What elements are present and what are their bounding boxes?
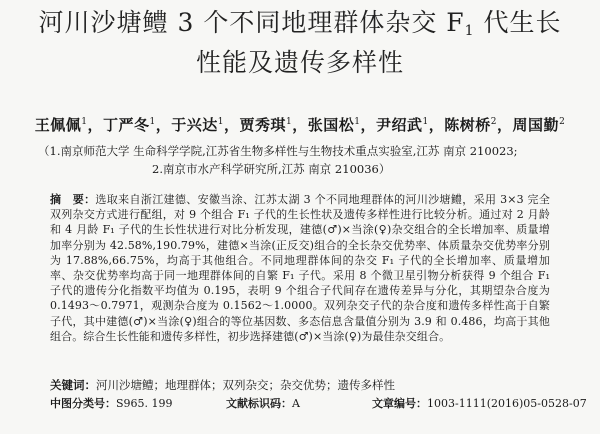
author-name: 王佩佩 bbox=[34, 116, 82, 134]
author-affiliation-mark: 1 bbox=[217, 117, 224, 127]
author-name: 贾秀琪 bbox=[239, 116, 286, 134]
abstract-text: 选取来自浙江建德、安徽当涂、江苏太湖 3 个不同地理群体的河川沙塘鳢，采用 3×3 完全双列杂交方式进行配组，对 9 个组合 F₁ 子代的生长性状及遗传多样性进行比较分析。通过对 2 月龄和 4 月龄 F₁ 子代的生长性状进行对比分析发现，建德(♂)×当涂(♀)杂交组合的全长增加率、质量增加率分别为 42.58%,190.79%，建德×当涂(正反交)组合的全长杂交优势率、体质量杂交优势率分别为 17.88%,66.75%，均高于其他组合。不同地理群体间的杂交 F₁ 子代的全长增加率、质量增加率、杂交优势率均高于同一地理群体间的自繁 F₁ 子代。采用 8 个微卫星引物分析获得 9 个组合 F₁ 子代的遗传分化指数平均值为 0.195，表明 9 个组合子代间存在遗传差异与分化，其期望杂合度为 0.1493～0.7971，观测杂合度为 0.1562～1.0000。双列杂交子代的杂合度和遗传多样性高于自繁子代，其中建德(♂)×当涂(♀)组合的等位基因数、多态信息含量值分别为 3.9 和 0.486，均高于其他组合。综合生长性能和遗传多样性，初步选择建德(♂)×当涂(♀)为最佳杂交组合。 bbox=[50, 193, 550, 343]
article-number bbox=[372, 396, 587, 412]
keywords-label: 关键词： bbox=[50, 378, 96, 392]
author-affiliation-mark: 2 bbox=[490, 117, 498, 127]
title-text-suffix: 代生长 bbox=[474, 8, 562, 37]
author-affiliation-mark: 1 bbox=[81, 117, 88, 127]
author-list: 王佩佩$^1$，丁严冬$^1$，于兴达$^1$，贾秀琪$^1$，张国松$^1$，尹绍武$^1$，陈树桥$^2$，周国勤$^2$ bbox=[34, 116, 566, 134]
article-number-value: 1003-1111(2016)05-0528-07 bbox=[427, 397, 587, 410]
clc-label: 中图分类号： bbox=[50, 397, 116, 410]
author-affiliation-mark: 1 bbox=[422, 117, 429, 127]
keywords bbox=[50, 377, 560, 393]
author-affiliation-mark: 1 bbox=[286, 117, 293, 127]
clc-value: S965. 199 bbox=[116, 397, 173, 410]
author-affiliation-mark: 1 bbox=[149, 117, 156, 127]
paper-title-line-1 bbox=[0, 8, 600, 46]
author-name: 周国勤 bbox=[512, 116, 560, 134]
affiliation-1: （1.南京师范大学 生命科学学院,江苏省生物多样性与生物技术重点实验室,江苏 南京 210023; bbox=[38, 144, 518, 158]
author-name: 陈树桥 bbox=[444, 116, 491, 134]
article-number-label: 文章编号： bbox=[372, 397, 427, 410]
keywords-text: 河川沙塘鳢；地理群体；双列杂交；杂交优势；遗传多样性 bbox=[96, 378, 395, 392]
author-name: 于兴达 bbox=[171, 116, 218, 134]
author-name: 尹绍武 bbox=[376, 116, 423, 134]
author-name: 丁严冬 bbox=[102, 116, 150, 134]
title-text-prefix: 河川沙塘鳢 3 个不同地理群体杂交 F bbox=[38, 8, 465, 37]
author-name: 张国松 bbox=[307, 116, 355, 134]
author-affiliation-mark: 1 bbox=[354, 117, 361, 127]
author-affiliation-mark: 2 bbox=[559, 117, 566, 127]
title-subscript: 1 bbox=[464, 23, 475, 39]
paper-title-line-2: 性能及遗传多样性 bbox=[195, 48, 404, 77]
document-code bbox=[226, 396, 300, 412]
abstract bbox=[50, 192, 550, 344]
abstract-label: 摘 要： bbox=[50, 193, 96, 206]
document-code-value: A bbox=[292, 397, 300, 410]
document-code-label: 文献标识码： bbox=[226, 397, 292, 410]
affiliation-2: 2.南京市水产科学研究所,江苏 南京 210036） bbox=[152, 162, 391, 176]
clc-number bbox=[50, 396, 173, 412]
